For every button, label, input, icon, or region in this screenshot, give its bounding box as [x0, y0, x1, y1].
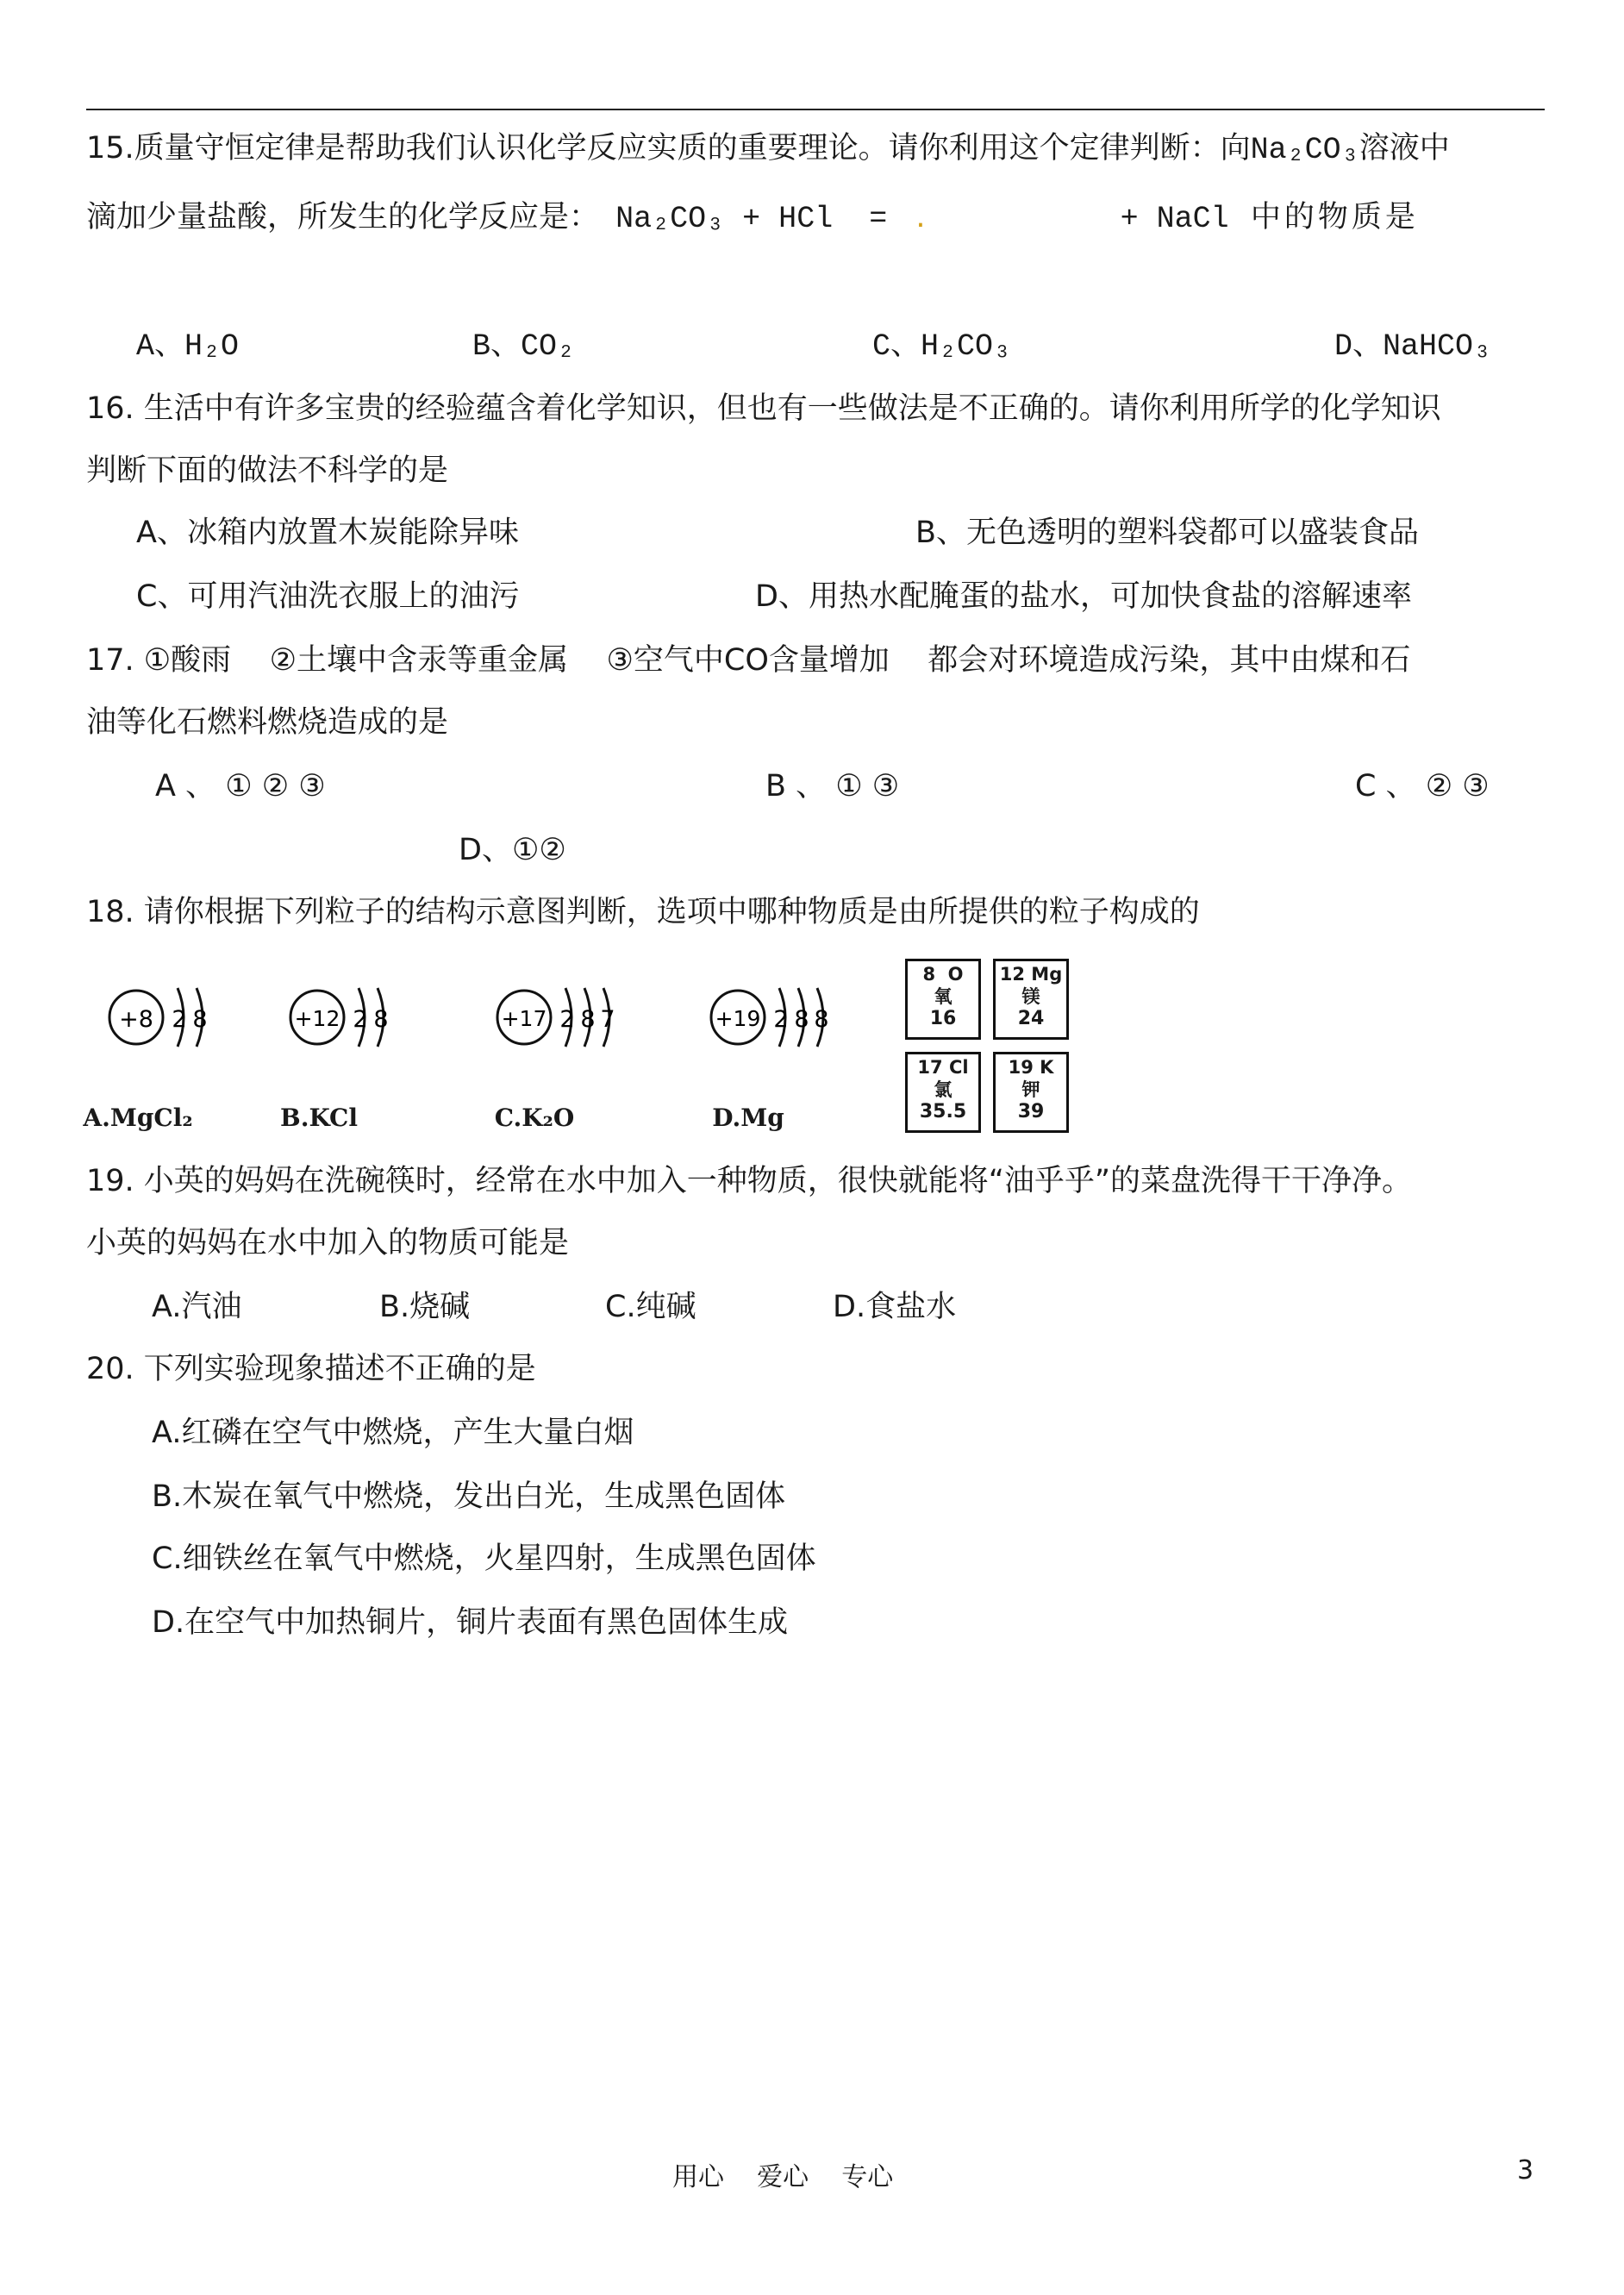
nucleus-charge: +19	[715, 1006, 761, 1031]
q16-line2: 判断下面的做法不科学的是	[86, 453, 449, 488]
q15-formula: Na₂CO₃	[1250, 133, 1359, 167]
atom-diagram-d	[705, 957, 878, 1155]
q16-option-d: D、用热水配腌蛋的盐水，可加快食盐的溶解速率	[755, 579, 1412, 614]
q17-option-d: D、①②	[459, 833, 566, 867]
q15-line1	[86, 129, 1450, 169]
q15-text: 滴加少量盐酸，所发生的化学反应是：	[86, 200, 600, 235]
element-name: 氯	[934, 1079, 953, 1100]
element-cell-magnesium	[993, 959, 1069, 1040]
q16-option-c: C、可用汽油洗衣服上的油污	[136, 579, 520, 614]
element-mass: 39	[1017, 1101, 1045, 1122]
element-symbol: 19 K	[1008, 1057, 1054, 1078]
shell-electrons: 2	[559, 1006, 575, 1033]
q17-option-a: A 、 ① ② ③	[155, 769, 326, 804]
q19-option-c: C.纯碱	[605, 1290, 696, 1324]
shell-electrons: 8	[794, 1006, 809, 1033]
shell-electrons: 7	[600, 1006, 615, 1033]
q17-option-c: C 、 ② ③	[1355, 769, 1490, 804]
q20-option-a: A.红磷在空气中燃烧，产生大量白烟	[152, 1416, 634, 1450]
q20-option-d: D.在空气中加热铜片，铜片表面有黑色固体生成	[152, 1605, 789, 1640]
q15-option-b: B、CO₂	[472, 329, 576, 364]
shell-electrons: 8	[580, 1006, 596, 1033]
element-symbol: 17 Cl	[917, 1057, 969, 1078]
q17-option-b: B 、 ① ③	[765, 769, 900, 804]
atom-diagram-c	[491, 957, 664, 1155]
q18-line1: 18. 请你根据下列粒子的结构示意图判断，选项中哪种物质是由所提供的粒子构成的	[86, 895, 1200, 929]
element-name: 氧	[934, 986, 953, 1007]
q19-option-b: B.烧碱	[379, 1290, 471, 1324]
q19-option-a: A.汽油	[152, 1290, 242, 1324]
element-cell-potassium	[993, 1052, 1069, 1133]
atom-label: C.K₂O	[494, 1104, 575, 1132]
nucleus-charge: +17	[501, 1006, 547, 1031]
q20-option-b: B.木炭在氧气中燃烧，发出白光，生成黑色固体	[152, 1479, 786, 1514]
page-number: 3	[1517, 2155, 1534, 2186]
q19-line2: 小英的妈妈在水中加入的物质可能是	[86, 1226, 570, 1260]
element-cell-chlorine	[905, 1052, 981, 1133]
element-mass: 16	[929, 1008, 957, 1029]
q15-text-end: 溶液中	[1359, 131, 1450, 166]
element-cell-oxygen	[905, 959, 981, 1040]
q15-option-d: D、NaHCO₃	[1334, 329, 1492, 364]
q16-option-b: B、无色透明的塑料袋都可以盛装食品	[915, 516, 1420, 550]
shell-electrons: 2	[172, 1006, 187, 1033]
q15-equation: Na₂CO₃ + HCl =	[615, 202, 888, 236]
q15-option-a: A、H₂O	[136, 329, 240, 364]
q19-option-d: D.食盐水	[833, 1290, 957, 1324]
element-name: 钾	[1021, 1079, 1040, 1100]
atom-diagram-b	[280, 957, 457, 1155]
footer-motto: 用心 爱心 专心	[672, 2162, 894, 2192]
element-symbol: 8 O	[922, 964, 964, 985]
shell-electrons: 8	[814, 1006, 829, 1033]
q19-line1: 19. 小英的妈妈在洗碗筷时，经常在水中加入一种物质，很快就能将“油乎乎”的菜盘洗得干干净净。	[86, 1164, 1413, 1198]
element-symbol: 12 Mg	[999, 964, 1063, 985]
atom-label: A.MgCl₂	[83, 1104, 193, 1132]
atom-label: B.KCl	[280, 1104, 358, 1132]
shell-electrons: 8	[192, 1006, 208, 1033]
q15-equation-end: + NaCl	[1120, 202, 1229, 236]
q15-blank-mark: .	[915, 200, 926, 235]
header-rule	[86, 109, 1545, 110]
q15-text-end: 中的物质是	[1250, 200, 1419, 235]
nucleus-charge: +12	[294, 1006, 340, 1031]
element-mass: 35.5	[919, 1101, 967, 1122]
q20-option-c: C.细铁丝在氧气中燃烧，火星四射，生成黑色固体	[152, 1541, 816, 1576]
element-name: 镁	[1021, 986, 1040, 1007]
q17-line1: 17. ①酸雨 ②土壤中含汞等重金属 ③空气中CO含量增加 都会对环境造成污染，其中由煤和石	[86, 643, 1411, 678]
shell-electrons: 2	[773, 1006, 789, 1033]
particle-structure-figure	[83, 957, 1121, 1155]
nucleus-charge: +8	[119, 1006, 153, 1033]
q17-line2: 油等化石燃料燃烧造成的是	[86, 705, 449, 740]
q16-line1: 16. 生活中有许多宝贵的经验蕴含着化学知识，但也有一些做法是不正确的。请你利用所学的化学知识	[86, 391, 1441, 426]
shell-electrons: 8	[373, 1006, 389, 1033]
q15-line2	[86, 198, 1419, 238]
q15-option-c: C、H₂CO₃	[872, 329, 1012, 364]
q20-line1: 20. 下列实验现象描述不正确的是	[86, 1352, 536, 1386]
q15-text: 15.质量守恒定律是帮助我们认识化学反应实质的重要理论。请你利用这个定律判断：向	[86, 131, 1251, 166]
q16-option-a: A、冰箱内放置木炭能除异味	[136, 516, 519, 550]
element-mass: 24	[1017, 1008, 1045, 1029]
atom-label: D.Mg	[712, 1104, 784, 1132]
shell-electrons: 2	[353, 1006, 368, 1033]
